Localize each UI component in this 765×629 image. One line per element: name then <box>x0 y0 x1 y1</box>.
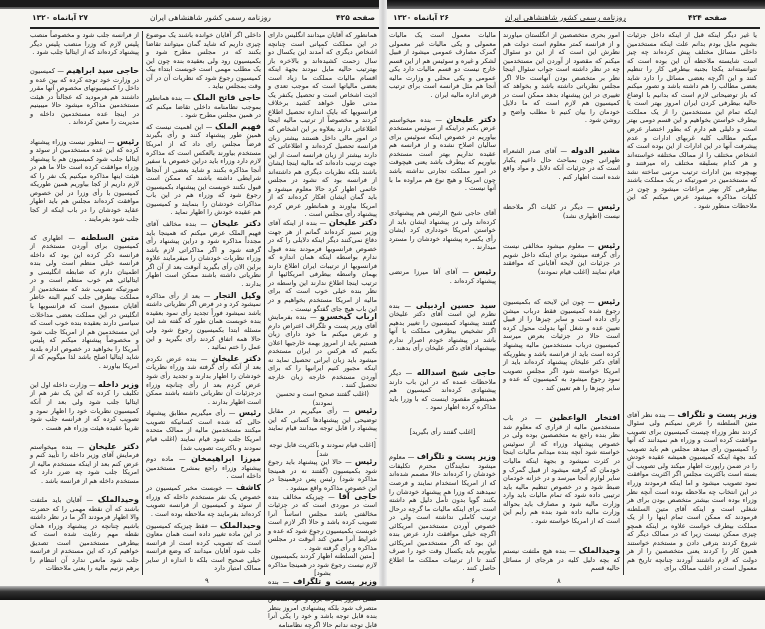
speech-paragraph: وزیر داخله — وزارت داخله اول این تکلیف را کرده که این یک نفر هم از ایتالیا جلب شود ولی بعد از آنکه کمیسیون نظریات خود را اظهار نمود و تصویب کرده که از فرانسه جلب شود تقریباً عقیده هیئت وزراء هم هست . <box>30 379 139 432</box>
page-date: ۲۶ آبانماه ۱۳۲۰ <box>393 13 449 22</box>
speech-paragraph: وحیدالملک — آقایان باید ملتفت باشند که آن نقطه مهمی را که حضرت والا اظهار فرمودند اگر ما در نظر داشته باشیم چنانچه در پیشنهاد وزراء همان نقطه مهم رعایت شده است که بیطرفی مستخدمین است تصدیق خواهیم کرد که این مستخدم از فرانسه جلب شود مانعی ندارد آن انتظام را برهم نزنیم مالیه را یعنی ملاحظات <box>30 495 139 573</box>
speech-paragraph: دکتر علیخان — بنده میخواستم عرض بکنم دراینکه از سوئیس مستخدم بیاوریم در خصوص اینکه سوئیس برای سالیان اصلاح نشده و از فرانسه هم عقیده نداریم بهتر است مستخدم بیاوریم که بیطرف باشد یعنی هیچوقت در امور مملکت تجارتی نداشته باشد چون امریکا و هیچ نوع هم مراوده ما با آنها نیست . <box>389 114 496 193</box>
speech-text: مالیات معمول است یک مالیات معمولی و یکی مالیات غیر معمولی گمرک مصارف عمومی میشود از قبیل لشکر و غیره و سوئیس هم از این قسم خارج نیست دو قسم مالیات دارد یکی عمومی و یکی محلی و وزارت مالیه آنجا هم مثل فرانسه است برای ترتیب قرض اداره مالیه ایران . <box>389 31 496 99</box>
speaker-name: وزیر پست و تلگراف <box>416 452 496 462</box>
speaker-name: سید حسین اردبیلی <box>415 300 496 310</box>
speech-text: رأی میگیریم در مقابل توضیحی این پیشنهادها کسانی که این پیشنهاد را قابل توجه میدانند قیام نمایند . <box>268 407 377 441</box>
speech-paragraph: رئیس — حالا این پیشنهاد باید رجوع شود بکمیسیون (گفتند نه در همینجا مذاکره شود) رئیس پس درهمینجا در این خصوص مذاکره واقع میشود . <box>268 457 377 492</box>
speaker-name: افتخار الواعظین <box>549 413 620 423</box>
note-text: (اغلب گفتند صحیح است و تحسین نمودند) <box>275 389 369 407</box>
speech-text: بنده نظرم این است آقای دکتر علیخان گفتند پیشنهاد کمیسیون را تغییر بدهیم اگر تشخیص بیطرفی مملکت با آنها باشد در پیشنهاد خودم اصرار ندارم بپیشنهاد آقای دکتر علیخان رأی بدهند . <box>389 301 496 353</box>
speech-paragraph <box>268 31 377 219</box>
column-rule <box>264 31 265 575</box>
proceedings-note <box>268 390 377 407</box>
speaker-name: رئیس <box>354 457 377 467</box>
speech-text: اینطور نیست وزراء پیشنهاد کرده که این عده مستخدمین از سوئد و ایتالیا جلب شود کمیسیون هم با پیشنهاد وزراء موافقت کرده است حالا ما هم در هیئت اینها مذاکره میکنیم یک نفر را که لازم داریم از کجا بیاوریم همین طوریکه کمیسیون با رأی وزرا در این خصوص موافقت کرده‌اند مجلس هم باید اظهار عقاید خودشان را در باب اینکه از کجا جلب شود بفرمایند . <box>30 137 139 223</box>
speech-paragraph: وزیر پست و تلگراف — بنده متصرف شود بلکه پیشنهادی امروز بنظر بنده قابل توجه باشد و خود را یکی آنرا قابل توجه ندانم حالا اگرچه نظامنامه <box>268 577 377 629</box>
speech-paragraph: وحیدالملک — بنده هیچ ملتفت نیستم که بچه دلیل کلیه در هرجای از مسائل حالیه قسم <box>503 546 620 573</box>
speech-paragraph: حاجی سید ابراهیم — کمیسیون در وزارت خود توجه کرده که بین عده و داخل را کمیسیونهای مخصوص آنها مقرر داشتند هم فرمودید که عجالتاً در هیئت مستخدمین مذاکره میشود حالا میبینیم در اینجا عده مستخدمین داخله و مدیریت را معین کرده‌اند . <box>30 66 139 127</box>
column-3 <box>30 31 139 573</box>
speech-text: بنده مخالف آقای فهیم الملک عرض میکنم که همینجا باید مجدداً مذاکره شود و دراین پیشنهاد رأی گرفته شود و اگر مذاکراتی لازم باشد وزراء نظریات خودشان را میفرمایند علاوه براین الان رأی بگیرید آنوقت بعد از آن اگر نظریاتی داشته باشند ممکن است اظهار بدارند . <box>146 220 261 289</box>
column-3 <box>389 31 496 573</box>
speaker-name: دکتر علیخان <box>88 441 139 451</box>
speaker-name: متین السلطنه <box>80 232 139 242</box>
speaker-name: رئیس <box>473 267 496 277</box>
speaker-name: حاجی آقا <box>338 491 377 501</box>
speech-text: چیزیکه مخالف بنده است در موردی است که در جزئیات مخالفتی باشد مجلس اساساً آنرا تصویب کرده باشد و حالا اگر لازم است خوبست بکمیسیون رجوع شود که عده و شرایط آنرا معین کند آنوقت در مجلس مذاکره و رأی گرفته شود . <box>268 492 377 552</box>
speech-text: در باب مستخدمین مالیه از قراری که معلوم شد نظر بنده راجع به متخصصین بوده ولی در خصوص پیشنهاد وزراء که از سوئیس خواسته شود آنچه بنده میدانم مالیات اینجا در کثرت نمیشود و بجهة اینکه مالیات خودمان که گرفته میشود از قبیل گمرک و سایر لوازم آنجا میرسد و در خزانه خودمان ضبط شود و در خصوص تنظیم مالیه باید ترتیبی داده شود که تمام مالیات باید وارد وزارت مالیه شود و مصارف باید بحواله وزارت مالیه داده شود بنده هم رأیم این است که از امریکا خواسته شود . <box>503 414 620 525</box>
speaker-name: کاشف <box>235 483 261 493</box>
speaker-name: رئیس <box>238 408 261 418</box>
speaker-name: فهیم الملک <box>215 121 261 131</box>
speaker-name: دکتر علیخان <box>446 114 496 124</box>
speech-paragraph <box>627 31 757 210</box>
speaker-name: رئیس <box>354 406 377 416</box>
speaker-name: حاجی شیخ اسدالله <box>416 368 496 378</box>
speaker-name: حاجی فاتح الملک <box>193 93 261 103</box>
speaker-name: رئیس <box>597 241 620 251</box>
speech-text: معلوم میشود نمایندگان محترم تکلیفات خودشان را کرده‌اند حالا مصمم شده‌اند که از امریکا استخدام نمایند و فرصت نمیدهند که وزرا هم پیشنهاد خودشان را بکنند گویا بدون تأمل دلیل هم داشته است برای اینکه مالیات ما گرچه درحال ترتیب کاملی نداشته است ولی در خصوص آوردن مستخدمین امریکائی اگرچه خیلی موافقت دارد عرض بنده این بود که اگر مستخدمین امریکائی بیاوریم باید یکسال وقت خود را صرف کنند تا از ترتیبات مملکت ما اطلاع حاصل کنند . <box>389 453 496 573</box>
speech-paragraph: دکتر علیخان — بنده از اینکه آقای وزیر تمییز کرده‌اند گمانم از هر جهت دفاع نمی‌کنند دیگر اینکه دلایلی را که در خصوص فرانسویها فرمودند بنده قبول ندارم بواسطه اینکه همان اندازه که فرانسویها از ترتیبات ایران اطلاع دارند بهمان واسطه بیطرفی امریکائیها از ترتیب اینجا اطلاع ندارند این واسطه در نظر بنده خیلی خوب است که برای مالیه از امریکا مستخدم بخواهیم و در این باب هیچ جای گفتگو نیست . <box>268 218 377 313</box>
speech-paragraph: وزیر پست و تلگراف — معلوم میشود نمایندگان محترم تکلیفات خودشان را کرده‌اند حالا مصمم شده‌اند که از امریکا استخدام نمایند و فرصت نمیدهند که وزرا هم پیشنهاد خودشان را بکنند گویا بدون تأمل دلیل هم داشته است برای اینکه مالیات ما گرچه درحال ترتیب کاملی نداشته است ولی در خصوص آوردن مستخدمین امریکائی اگرچه خیلی موافقت دارد عرض بنده این بود که اگر مستخدمین امریکائی بیاوریم باید یکسال وقت خود را صرف کنند تا از ترتیبات مملکت ما اطلاع حاصل کنند . <box>389 452 496 573</box>
note-text: [اغلب گفتند رأی بگیرید] <box>409 428 476 437</box>
footer-page-number: ۸ <box>557 577 561 585</box>
speech-paragraph: مشیر الدوله — آقای صدر الشعراء طهرانی چون بمباحث حال داعیم یکبار است که در جزئیات آنکه دلایل و مواد واقع شده است اظهار کنم . <box>503 145 620 181</box>
speech-paragraph <box>503 31 620 125</box>
speech-text: بنده نظر آقای متین السلطنه را عرض نمیکنم ولی سئوال کردند نظر وزراء چیست کمیسیون برای تصویب موافقت کرده است و وزراء هم نمیدانند که آنها را کمیسیون رأی میدهد مجلس هم باید تصویب کند بجهة اینکه کمیسیون همیشه عقیده خودش را در ضمن راپورت اظهار میکند ولی تصویب آن بسته است باکثریت مجلس اگر اکثریت موافقت نمود تصویب میشود و اما اینکه فرمودند وزراء در این انتخاب چه ملاحظه بوده است آنچه نظر وزراء بوده است بیشتر متخصص بودن برای هر شغلی است و اینکه آقای متین السلطنه فرمودند که ممکن است تمام اینها را از یک مملکت بیطرف خواست علاوه بر اینکه همچو چیزی ممکن نیست زیرا که در ممالک دیگر که شروع کردند بترقی دادن و مستخدم خواستند همین کار را کردند یعنی متخصصین را از هر دولت که لازم داشتند آوردند چنانچه تاریخ هم معمول است در اغلب ممالک برای <box>627 410 757 573</box>
footer-page-number: ۶ <box>471 577 475 585</box>
speaker-name: وزیر داخله <box>97 379 139 389</box>
speaker-name: وکیل التجار <box>214 290 262 300</box>
speech-text: دیگر ملاحظات عمده که در این باب دارند پیشنهادی کرده‌اند کمیسیون هم همینطور مقصود اینست که با وزرا باید مذاکره کرده اظهار نمود . <box>389 369 496 412</box>
page-date: ۲۷ آبانماه ۱۳۲۰ <box>32 13 88 22</box>
speech-text: بنده بفرمایش آقای وزیر پست و تلگراف اعتراض دارم و عرض میکنم ما خود دارای زبان هستیم باید از امروز بهمه خارجیها اعلان بکنیم که هرکس در ایران مستخدم میشود باید زبان ایرانی تحصیل نماید نه اینکه مجبور کنیم ایرانیها را که برای آوردن مستخدم خارجه زبان خارجه تحصیل کنند . <box>268 313 377 390</box>
speech-text: دیگر در کلیات اگر ملاحظه نیست (اظهاری نشد) <box>503 203 620 220</box>
speech-paragraph: رئیس — چون این لایحه که بکمیسیون رجوع شده کمیسیون فقط درباب میشن رأی داده است و سایر چیزها را از قبیل تعیین عده و شغل آنها بدولت محول کرده است حالا در جزئیات بعرض میرسد کمیسیون درباب مستخدمین مالیه پیشنهاد کرده است باید از فرانسه باشد و بطوریکه آقای دکتر علیخان پیشنهاد کرده‌اند باید از امریکا خواسته شود اگر مجلس تصویب نمود رجوع میشود به کمیسیون که عده و سایر چیزها را هم تعیین کند . <box>503 297 620 392</box>
speech-text: بنده عرض نکردم بعد از آنکه رأی گرفته شد وزراء نظریات خودشان را اظهار بدارند و تجدید رأی شود عرض کردم بعد از رأی چنانچه وزراء درجزئیات آن نظریاتی داشته باشند ممکن است اظهار بدارند . <box>146 354 261 406</box>
speech-paragraph: رئیس — آقای آقا میرزا مرتضی پیشنهاد کرده‌اند . <box>389 267 496 285</box>
speech-text: آقای حاجی شیخ الرئیس هم پیشنهادی کرده‌اند ولی در پیشنهاد ایشان باید از خواستن امریکا خودداری کرد ایشان رأی یکسره پیشنهاد خودشان را مسترد میدارند . <box>389 209 496 252</box>
newspaper-title: روزنامه رسمی کشور شاهنشاهی ایران <box>150 13 271 22</box>
speech-text: آقایان باید ملتفت باشند که آن نقطه مهمی را که حضرت والا اظهار فرمودند اگر ما در نظر داشته باشیم چنانچه در پیشنهاد وزراء همان نقطه مهم رعایت شده است که بیطرفی مستخدمین است تصدیق خواهیم کرد که این مستخدم از فرانسه جلب شود مانعی ندارد آن انتظام را برهم نزنیم مالیه را یعنی ملاحظات <box>30 496 139 573</box>
note-text: [اغلب قیام نمودند و باکثریت قابل توجه شد] <box>269 441 376 458</box>
speaker-name: ارباب کیخسرو <box>319 312 377 322</box>
speech-text: از فرانسه جلب شود و مخصوصاً منصب پلیس لازم که وزرا منصب پلیس دیگر پیشنهاد کرده‌اند که از ایتالیا جلب شود . <box>30 31 139 57</box>
footer-page-number: ۹ <box>205 577 209 585</box>
speech-text: وزارت داخله اول این تکلیف را کرده که این یک نفر هم از ایتالیا جلب شود ولی بعد از آنکه کمیسیون نظریات خود را اظهار نمود و تصویب کرده که از فرانسه جلب شود تقریباً عقیده هیئت وزراء هم هست . <box>30 380 139 432</box>
speaker-name: دکتر علیخان <box>328 218 377 228</box>
speaker-name: حاجی سید ابراهیم <box>66 66 139 76</box>
speaker-name: وحیدالملک <box>578 546 620 556</box>
speaker-name: رئیس <box>597 297 620 307</box>
speech-text: داخلی اگر آقایان خوانده باشند یک موضوع چیزی داریم که شاید گمان میتوانند تقاضا بکنند که در مجلس مطرح شود و بکمیسیون رود ولی بعقیده بنده چون این یک مطلب مهمی است خوبست ابتداء بیک کمیسیون رجوع شود که نظریات آن در آن وقت بمجلس بیاید . <box>146 31 261 91</box>
speaker-name: رئیس <box>597 202 620 212</box>
speech-paragraph: وکیل التجار — بعد از رأی مذاکره نمیشود کرد و در فرض اگر نظریاتی داشته باشد نمیشود فوراً تجدید رأی نمود بعقیده بنده خوبست همان طور که گفته شد این مسئله ابتدا بکمیسیون رجوع شود ولی حالا همه اتفاق کردند رأی بگیرید و این عمل را ختم نمائید . <box>146 290 262 352</box>
speech-text: فقط چیزیکه کمیسیون در این ماده تغییر داده است همان معاون است که تصویب کرده است از فرانسه جلب شود آقایان میدانند که وضع فرانسه خیلی صحیح است بلکه تا اندازه از سایر ممالک امتیاز دارد <box>146 521 261 573</box>
speech-text: ماده دوم پیشنهاد وزراء راجع بمشرح مستخدمین داخله است . <box>146 455 261 481</box>
column-rule <box>623 31 624 575</box>
speech-text: بنده هیچ ملتفت نیستم که بچه دلیل کلیه در هرجای از مسائل حالیه قسم <box>503 547 620 573</box>
speech-paragraph: میرزا ابراهیمخان — ماده دوم پیشنهاد وزراء راجع بمشرح مستخدمین داخله است . <box>146 454 261 481</box>
scan-edge-bottom <box>0 586 765 600</box>
speech-paragraph: افتخار الواعظین — در باب مستخدمین مالیه از قراری که معلوم شد نظر بنده راجع به متخصصین بوده ولی در خصوص پیشنهاد وزراء که از سوئیس خواسته شود آنچه بنده میدانم مالیات اینجا در کثرت نمیشود و بجهة اینکه مالیات خودمان که گرفته میشود از قبیل گمرک و سایر لوازم آنجا میرسد و در خزانه خودمان ضبط شود و در خصوص تنظیم مالیه باید ترتیبی داده شود که تمام مالیات باید وارد وزارت مالیه شود و مصارف باید بحواله وزارت مالیه داده شود بنده هم رأیم این است که از امریکا خواسته شود . <box>503 413 620 525</box>
newspaper-title: روزنامه رسمی کشور شاهنشاهی ایران <box>505 13 626 22</box>
speaker-name: وحیدالملک <box>97 495 139 505</box>
speech-text: امور بحری متخصصین از انگلستان میاورند و از فرانسه کمتر معلوم است دولت هم نظرش این است که از این دو سئوال میکنم که مقصود از آوردن این مستخدمین چه در نظر داشته است جواب سئوال اینجا نظر بر متخصص بودن آنهاست حالا اگر مجلس نظریاتی داشته باشد و بخواهد که تغییری در این پیشنهاد بدهد ممکن است در کمیسیون هم لازم است که ما دلایل خودمان را بیان کنیم تا مطلب واضح و روشن شود . <box>503 31 620 125</box>
column-1 <box>627 31 757 573</box>
speaker-name: وحیدالملک <box>219 520 261 530</box>
speech-paragraph: متین السلطنه — اظهاری که کمیسیون برای آوردن مستخدم از فرانسه ذکر کرده این بود که داخله فرانسه خیلی منظم است ولی بنده اطمینان دارم که ضابطه انگلیسی و ایتالیائی هم خوب منظم است و در صورتیکه تصویب شد که مستخدمین از مملکت بیطرفی جلب کنیم البته خاطر آقایان مسبوق است که فرانسویها با انگلیس در این مملکت بعضی مداخلات سیاسی دارند بعقیده بنده خوب است که این مستخدمین هم از امریکا جلب شود و مخصوصاً پیشنهاد میکنم که پلیس آمریکا را بخواهید در خصوص اداره بلدیه شاید ایتالیا اصلح باشد لذا میگویم که از امریکا بیاورند . <box>30 232 139 370</box>
speech-paragraph <box>146 31 261 91</box>
speech-text: این اهمیت نیست که همین طور پیشنهاد کنند و رأی بگیرند فرضاً مجلس رای داد که از امریکا مستخدم بیاورند بالعکس است که مذاکره لازم دارد وزراء باید دراین خصوص با سفیر آنجا مذاکره بکنند و شاید بعضی از آنجاها شرایطی داشته باشند که ممکن است قبول نکنند خوبست این پیشنهاد بکمیسیون رجوع شود که وزراء هم در این باب مذاکرات خودشان را بنمایند و کمیسیون هم عقیده خودش را اظهار نماید . <box>146 122 261 217</box>
speaker-name: رئیس <box>116 136 139 146</box>
speech-paragraph: رئیس — رأی میگیریم مطابق پیشنهاد حالی که شده است کسانیکه تصویب میکنند مستخدمین مالیه از ممالک متحده امریکا جلب شود قیام نمایند (اغلب قیام نمودند و باکثریت تصویب شد) <box>146 408 261 452</box>
speech-paragraph <box>30 31 139 57</box>
speech-text: بعد از رأی مذاکره نمیشود کرد و در فرض اگر نظریاتی داشته باشد نمیشود فوراً تجدید رأی نمود بعقیده بنده خوبست همان طور که گفته شد این مسئله ابتدا بکمیسیون رجوع شود ولی حالا همه اتفاق کردند رأی بگیرید و این عمل را ختم نمائید . <box>146 291 261 352</box>
speech-text: اظهاری که کمیسیون برای آوردن مستخدم از فرانسه ذکر کرده این بود که داخله فرانسه خیلی منظم است ولی بنده اطمینان دارم که ضابطه انگلیسی و ایتالیائی هم خوب منظم است و در صورتیکه تصویب شد که مستخدمین از مملکت بیطرفی جلب کنیم البته خاطر آقایان مسبوق است که فرانسویها با انگلیس در این مملکت بعضی مداخلات سیاسی دارند بعقیده بنده خوب است که این مستخدمین هم از امریکا جلب شود و مخصوصاً پیشنهاد میکنم که پلیس آمریکا را بخواهید در خصوص اداره بلدیه شاید ایتالیا اصلح باشد لذا میگویم که از امریکا بیاورند . <box>30 233 139 370</box>
speaker-name: دکتر علیخان <box>211 219 261 229</box>
speaker-name: وزیر پست و تلگراف <box>677 409 757 419</box>
speech-text: یا غیر دیگر اینکه قبل از اینکه داخل جزئیات بشویم مایل بودم بدانم علت اینکه مستخدمین داخلی مسائل مختلف پیش کرده‌اند چه چیز است شایسته ملاحظه آن این بوده است که نتوانسته‌اند یکجا بجنبه بیطرفی کار را تنظیم کنند و این اگرچه بعضی مسائل را دارد شاید بعضی مطالب را هم داشته باشد و تصور میکنم که باز توضیحاتی لازم است که بدانیم با اوضاع حالیه بیطرفی کردن ایران امروز بهتر است یا اینکه تمام این مستخدمین را از یک مملکت بیطرف خواستن بخواهیم و این قسم دومی بهتر است و دلیلی هم دارم که بطور اختصار عرض میکنم مطالب کلیه غربهای ادارات و عدم پیشرفت آنها در این ادارات از این بوده است که اشخاص مختلف را از ممالک مختلفه خواسته‌اند و هر کدام بسلیقه مختلف راه میرفتند و بهیچوجه بین ادارات ترتیب مرتبی ساخته نشد که مستخدمین در صورتیکه در یک مملکت باشند بیطرفی کار بهتر مراعات میشود و چون در کلیات مذاکره میشود عرض میکنم که این ملاحظات منظور شود . <box>627 31 757 210</box>
column-2 <box>503 31 620 573</box>
speech-paragraph: وزیر پست و تلگراف — بنده نظر آقای متین السلطنه را عرض نمیکنم ولی سئوال کردند نظر وزراء چیست کمیسیون برای تصویب موافقت کرده است و وزراء هم نمیدانند که آنها را کمیسیون رأی میدهد مجلس هم باید تصویب کند بجهة اینکه کمیسیون همیشه عقیده خودش را در ضمن راپورت اظهار میکند ولی تصویب آن بسته است باکثریت مجلس اگر اکثریت موافقت نمود تصویب میشود و اما اینکه فرمودند وزراء در این انتخاب چه ملاحظه بوده است آنچه نظر وزراء بوده است بیشتر متخصص بودن برای هر شغلی است و اینکه آقای متین السلطنه فرمودند که ممکن است تمام اینها را از یک مملکت بیطرف خواست علاوه بر اینکه همچو چیزی ممکن نیست زیرا که در ممالک دیگر که شروع کردند بترقی دادن و مستخدم خواستند همین کار را کردند یعنی متخصصین را از هر دولت که لازم داشتند آوردند چنانچه تاریخ هم معمول است در اغلب ممالک برای <box>627 409 757 573</box>
speech-text: بنده میخواستم فرمایش آقای وزیر داخله را تأیید کنم و عرض کنم بعد از اینکه مستخدم مالیه از امریکا جلب شود چه ضرر دارد که مستخدم داخله هم از فرانسه باشد . <box>30 442 139 485</box>
speech-text: خوبست مخبر کمیسیون در خصوص یک نفر مستخدم داخله که وزراء از سوئد و کمیسیون از فرانسه تصویب کرده‌اند بفرمایند چه ملاحظه بوده است . <box>146 484 261 518</box>
speech-text: کمیسیون در وزارت خود توجه کرده که بین عده و داخل را کمیسیونهای مخصوص آنها مقرر داشتند هم فرمودید که عجالتاً در هیئت مستخدمین مذاکره میشود حالا میبینیم در اینجا عده مستخدمین داخله و مدیریت را معین کرده‌اند . <box>30 67 139 127</box>
column-1 <box>268 31 377 629</box>
speech-text: آقای آقا میرزا مرتضی پیشنهاد کرده‌اند . <box>389 268 496 285</box>
speech-text: بنده متصرف شود بلکه پیشنهادی امروز بنظر بنده قابل توجه باشد و خود را یکی آنرا قابل توجه ندانم حالا اگرچه نظامنامه <box>268 578 377 629</box>
proceedings-note <box>268 441 377 458</box>
speech-paragraph: وحیدالملک — فقط چیزیکه کمیسیون در این ماده تغییر داده است همان معاون است که تصویب کرده است از فرانسه جلب شود آقایان میدانند که وضع فرانسه خیلی صحیح است بلکه تا اندازه از سایر ممالک امتیاز دارد <box>146 520 261 573</box>
speech-paragraph: رئیس — رأی میگیریم در مقابل توضیحی این پیشنهادها کسانی که این پیشنهاد را قابل توجه میدانند قیام نمایند . <box>268 406 377 441</box>
column-2 <box>146 31 261 573</box>
speaker-name: وزیر پست و تلگراف <box>293 577 377 586</box>
speech-text: معلوم میشود مخالفی نیست رأی گرفته میشود برای اینکه داخل شویم در جزئیات این لایحه آقایانی که موافقند قیام نمایند (اغلب قیام نمودند) <box>503 242 620 276</box>
speech-text: بنده میخواستم عرض بکنم دراینکه از سوئیس مستخدم بیاوریم در خصوص اینکه سوئیس برای سالیان اصلاح نشده و از فرانسه هم عقیده نداریم بهتر است مستخدم بیاوریم که بیطرف باشد یعنی هیچوقت در امور مملکت تجارتی نداشته باشد چون امریکا و هیچ نوع هم مراوده ما با آنها نیست . <box>389 115 496 193</box>
column-rule <box>142 31 143 575</box>
speaker-name: دکتر علیخان <box>211 353 261 363</box>
header-rule <box>388 27 760 29</box>
speech-text: آقای صدر الشعراء طهرانی چون بمباحث حال داعیم یکبار است که در جزئیات آنکه دلایل و مواد واقع شده است اظهار کنم . <box>503 146 620 181</box>
speech-text: بنده همانطور بموجب نظامنامه داخلی تقاضا میکنم که در همین مجلس مطرح شود . <box>146 94 261 120</box>
speaker-name: مشیر الدوله <box>570 145 620 155</box>
speech-text: رأی میگیریم مطابق پیشنهاد حالی که شده است کسانیکه تصویب میکنند مستخدمین مالیه از ممالک متحده امریکا جلب شود قیام نمایند (اغلب قیام نمودند و باکثریت تصویب شد) <box>146 409 261 452</box>
speech-paragraph: حاجی شیخ اسدالله — دیگر ملاحظات عمده که در این باب دارند پیشنهادی کرده‌اند کمیسیون هم همینطور مقصود اینست که با وزرا باید مذاکره کرده اظهار نمود . <box>389 368 496 412</box>
speech-paragraph: حاجی فاتح الملک — بنده همانطور بموجب نظامنامه داخلی تقاضا میکنم که در همین مجلس مطرح شود . <box>146 93 261 120</box>
proceedings-note <box>389 428 496 437</box>
speech-paragraph: دکتر علیخان — بنده مخالف آقای فهیم الملک عرض میکنم که همینجا باید مجدداً مذاکره شود و دراین پیشنهاد رأی گرفته شود و اگر مذاکراتی لازم باشد وزراء نظریات خودشان را میفرمایند علاوه براین الان رأی بگیرید آنوقت بعد از آن اگر نظریاتی داشته باشند ممکن است اظهار بدارند . <box>146 219 261 289</box>
speech-text: چون این لایحه که بکمیسیون رجوع شده کمیسیون فقط درباب میشن رأی داده است و سایر چیزها را از قبیل تعیین عده و شغل آنها بدولت محول کرده است حالا در جزئیات بعرض میرسد کمیسیون درباب مستخدمین مالیه پیشنهاد کرده است باید از فرانسه باشد و بطوریکه آقای دکتر علیخان پیشنهاد کرده‌اند باید از امریکا خواسته شود اگر مجلس تصویب نمود رجوع میشود به کمیسیون که عده و سایر چیزها را هم تعیین کند . <box>503 298 620 392</box>
page-424 <box>383 0 765 600</box>
speaker-name: میرزا ابراهیمخان <box>191 454 261 464</box>
speech-paragraph: حاجی آقا — چیزیکه مخالف بنده است در موردی است که در جزئیات مخالفتی باشد مجلس اساساً آنرا تصویب کرده باشد و حالا اگر لازم است خوبست بکمیسیون رجوع شود که عده و شرایط آنرا معین کند آنوقت در مجلس مذاکره و رأی گرفته شود . <box>268 491 377 552</box>
speech-text: حالا این پیشنهاد باید رجوع شود بکمیسیون (گفتند نه در همینجا مذاکره شود) رئیس پس درهمینجا در این خصوص مذاکره واقع میشود . <box>268 458 377 492</box>
speech-paragraph: رئیس — دیگر در کلیات اگر ملاحظه نیست (اظهاری نشد) <box>503 202 620 220</box>
page-number-label: صفحه ۴۲۵ <box>336 13 375 22</box>
speech-paragraph: ارباب کیخسرو — بنده بفرمایش آقای وزیر پست و تلگراف اعتراض دارم و عرض میکنم ما خود دارای زبان هستیم باید از امروز بهمه خارجیها اعلان بکنیم که هرکس در ایران مستخدم میشود باید زبان ایرانی تحصیل نماید نه اینکه مجبور کنیم ایرانیها را که برای آوردن مستخدم خارجه زبان خارجه تحصیل کنند . <box>268 312 377 390</box>
speech-paragraph: کاشف — خوبست مخبر کمیسیون در خصوص یک نفر مستخدم داخله که وزراء از سوئد و کمیسیون از فرانسه تصویب کرده‌اند بفرمایند چه ملاحظه بوده است . <box>146 483 261 518</box>
page-number-label: صفحه ۴۲۴ <box>688 13 727 22</box>
speech-paragraph <box>389 31 496 99</box>
speech-paragraph: دکتر علیخان — بنده میخواستم فرمایش آقای وزیر داخله را تأیید کنم و عرض کنم بعد از اینکه مستخدم مالیه از امریکا جلب شود چه ضرر دارد که مستخدم داخله هم از فرانسه باشد . <box>30 441 139 485</box>
speech-text: همانطور که آقایان میدانند انگلیس دارای در این مملکت کمپانی است چنانچه اشخاص دیگری که آمدند این یکسال دو سال زحمت کشیده‌اند و بالاخره باز بهترتیب حالیه مایل نبودند بجهة اینکه اقسام مالیات مملکت ما زیاد است بعضی مالیاتها است که موجب تعدی و اذیت اشخاص است و تحصیل یکنفر یک مدتی طول خواهد کشید برخلاف فرانسویها که بایک اندازه تحصیل اطلاع کردند و مخصوصاً از ترتیب مالیه اینجا اطلاعاتی دارند بعلاوه بر این اشخاص که در امور مالی داخل هستند بیشتر زبان فرانسه تحصیل کرده‌اند و اطلاعاتی که دارند بیشتر از زبان فرانسه است از این جهت ترتیب داده‌اند که مالیه اینجا ایشان باشند بلکه نظریات دیگری هم داشته‌اند از فرانسه بود که نشود در مجلس خاتمی اظهار کرد حالا معلوم میشود و باید گمان ایشان افکار کرده‌اند که از امریکا بیاورند و همانطور عرض کردم پیشنهاد رأی مجلس است . <box>268 31 377 219</box>
speech-paragraph: رئیس — اینطور نیست وزراء پیشنهاد کرده که این عده مستخدمین از سوئد و ایتالیا جلب شود کمیسیون هم با پیشنهاد وزراء موافقت کرده است حالا ما هم در هیئت اینها مذاکره میکنیم یک نفر را که لازم داریم از کجا بیاوریم همین طوریکه کمیسیون با رأی وزرا در این خصوص موافقت کرده‌اند مجلس هم باید اظهار عقاید خودشان را در باب اینکه از کجا جلب شود بفرمایند . <box>30 136 139 223</box>
speech-paragraph: سید حسین اردبیلی — بنده نظرم این است آقای دکتر علیخان گفتند پیشنهاد کمیسیون را تغییر بدهیم اگر تشخیص بیطرفی مملکت با آنها باشد در پیشنهاد خودم اصرار ندارم بپیشنهاد آقای دکتر علیخان رأی بدهند . <box>389 300 496 353</box>
header-rule <box>30 27 380 29</box>
speech-paragraph <box>389 209 496 252</box>
speech-paragraph: رئیس — معلوم میشود مخالفی نیست رأی گرفته میشود برای اینکه داخل شویم در جزئیات این لایحه آقایانی که موافقند قیام نمایند (اغلب قیام نمودند) <box>503 241 620 276</box>
speech-paragraph: دکتر علیخان — بنده عرض نکردم بعد از آنکه رأی گرفته شد وزراء نظریات خودشان را اظهار بدارند و تجدید رأی شود عرض کردم بعد از رأی چنانچه وزراء درجزئیات آن نظریاتی داشته باشند ممکن است اظهار بدارند . <box>146 353 261 406</box>
speech-paragraph: فهیم الملک — این اهمیت نیست که همین طور پیشنهاد کنند و رأی بگیرند فرضاً مجلس رای داد که از امریکا مستخدم بیاورند بالعکس است که مذاکره لازم دارد وزراء باید دراین خصوص با سفیر آنجا مذاکره بکنند و شاید بعضی از آنجاها شرایطی داشته باشند که ممکن است قبول نکنند خوبست این پیشنهاد بکمیسیون رجوع شود که وزراء هم در این باب مذاکرات خودشان را بنمایند و کمیسیون هم عقیده خودش را اظهار نماید . <box>146 121 261 217</box>
column-rule <box>499 31 500 575</box>
note-text: [متین السلطنه اظهار کردند بکمیسیون لازم نیست رجوع شود در همینجا مذاکره بشود] <box>268 552 377 578</box>
proceedings-note <box>268 552 377 578</box>
speech-text: بنده از اینکه آقای وزیر تمییز کرده‌اند گمانم از هر جهت دفاع نمی‌کنند دیگر اینکه دلایلی را که در خصوص فرانسویها فرمودند بنده قبول ندارم بواسطه اینکه همان اندازه که فرانسویها از ترتیبات ایران اطلاع دارند بهمان واسطه بیطرفی امریکائیها از ترتیب اینجا اطلاع ندارند این واسطه در نظر بنده خیلی خوب است که برای مالیه از امریکا مستخدم بخواهیم و در این باب هیچ جای گفتگو نیست . <box>268 219 377 313</box>
